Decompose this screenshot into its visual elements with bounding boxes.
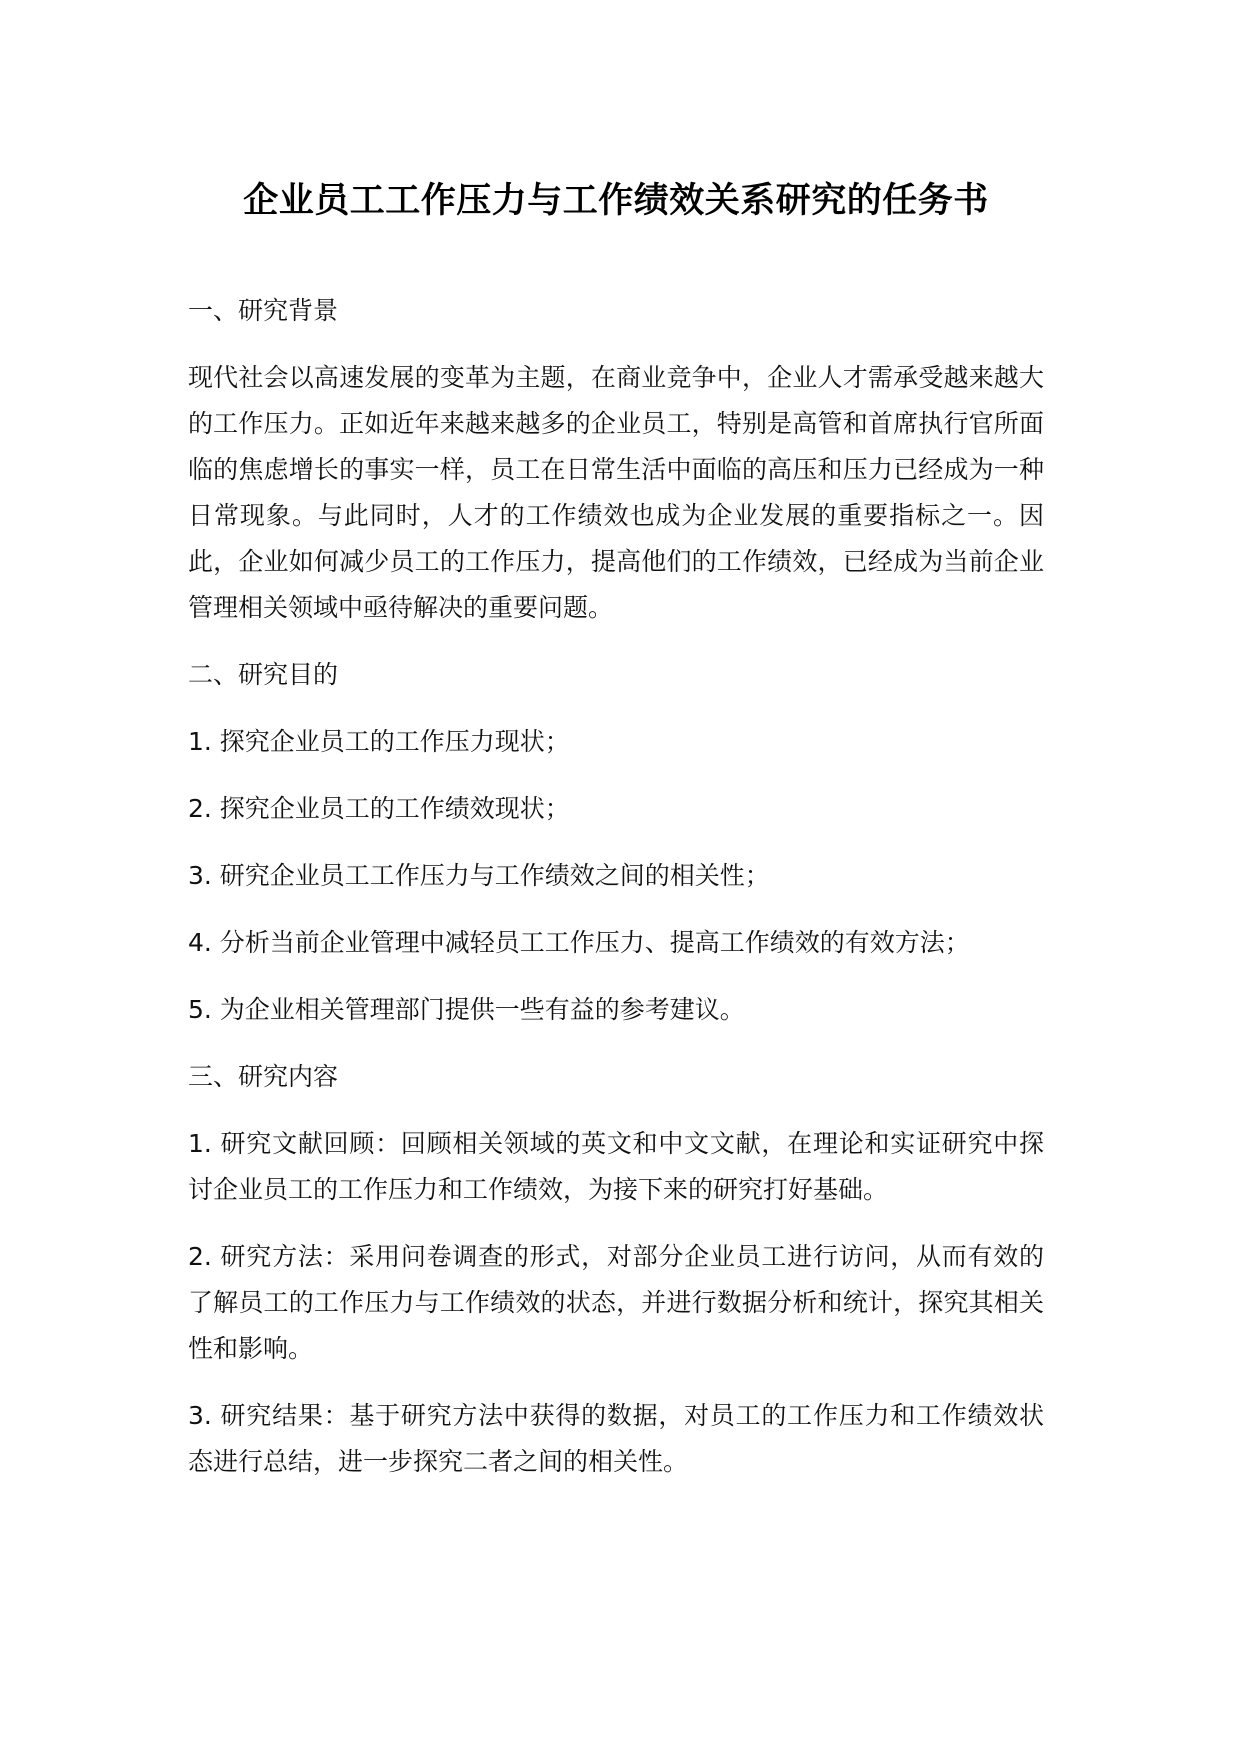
list-item: 2. 探究企业员工的工作绩效现状； <box>188 794 570 823</box>
list-item: 1. 探究企业员工的工作压力现状； <box>188 727 570 756</box>
purpose-list <box>188 719 1044 1033</box>
list-item: 3. 研究结果：基于研究方法中获得的数据，对员工的工作压力和工作绩效状态进行总结，进一步探究二者之间的相关性。 <box>188 1401 1044 1476</box>
list-item: 5. 为企业相关管理部门提供一些有益的参考建议。 <box>188 995 745 1024</box>
section-heading-purpose: 二、研究目的 <box>188 660 339 689</box>
section-content <box>188 1054 1044 1485</box>
list-item: 2. 研究方法：采用问卷调查的形式，对部分企业员工进行访问，从而有效的了解员工的工作压力与工作绩效的状态，并进行数据分析和统计，探究其相关性和影响。 <box>188 1242 1044 1363</box>
section-heading-background: 一、研究背景 <box>188 296 339 325</box>
content-list <box>188 1121 1044 1485</box>
background-paragraph: 现代社会以高速发展的变革为主题，在商业竞争中，企业人才需承受越来越大的工作压力。正如近年来越来越多的企业员工，特别是高管和首席执行官所面临的焦虑增长的事实一样，员工在日常生活中面临的高压和压力已经成为一种日常现象。与此同时，人才的工作绩效也成为企业发展的重要指标之一。因此，企业如何减少员工的工作压力，提高他们的工作绩效，已经成为当前企业管理相关领域中亟待解决的重要问题。 <box>188 363 1044 622</box>
list-item: 1. 研究文献回顾：回顾相关领域的英文和中文文献，在理论和实证研究中探讨企业员工的工作压力和工作绩效，为接下来的研究打好基础。 <box>188 1129 1044 1204</box>
section-purpose <box>188 652 1044 1033</box>
list-item: 3. 研究企业员工工作压力与工作绩效之间的相关性； <box>188 861 770 890</box>
document-body <box>188 176 1044 1485</box>
list-item: 4. 分析当前企业管理中减轻员工工作压力、提高工作绩效的有效方法； <box>188 928 970 957</box>
section-background <box>188 288 1044 631</box>
document-title: 企业员工工作压力与工作绩效关系研究的任务书 <box>243 181 989 221</box>
section-heading-content: 三、研究内容 <box>188 1062 339 1091</box>
